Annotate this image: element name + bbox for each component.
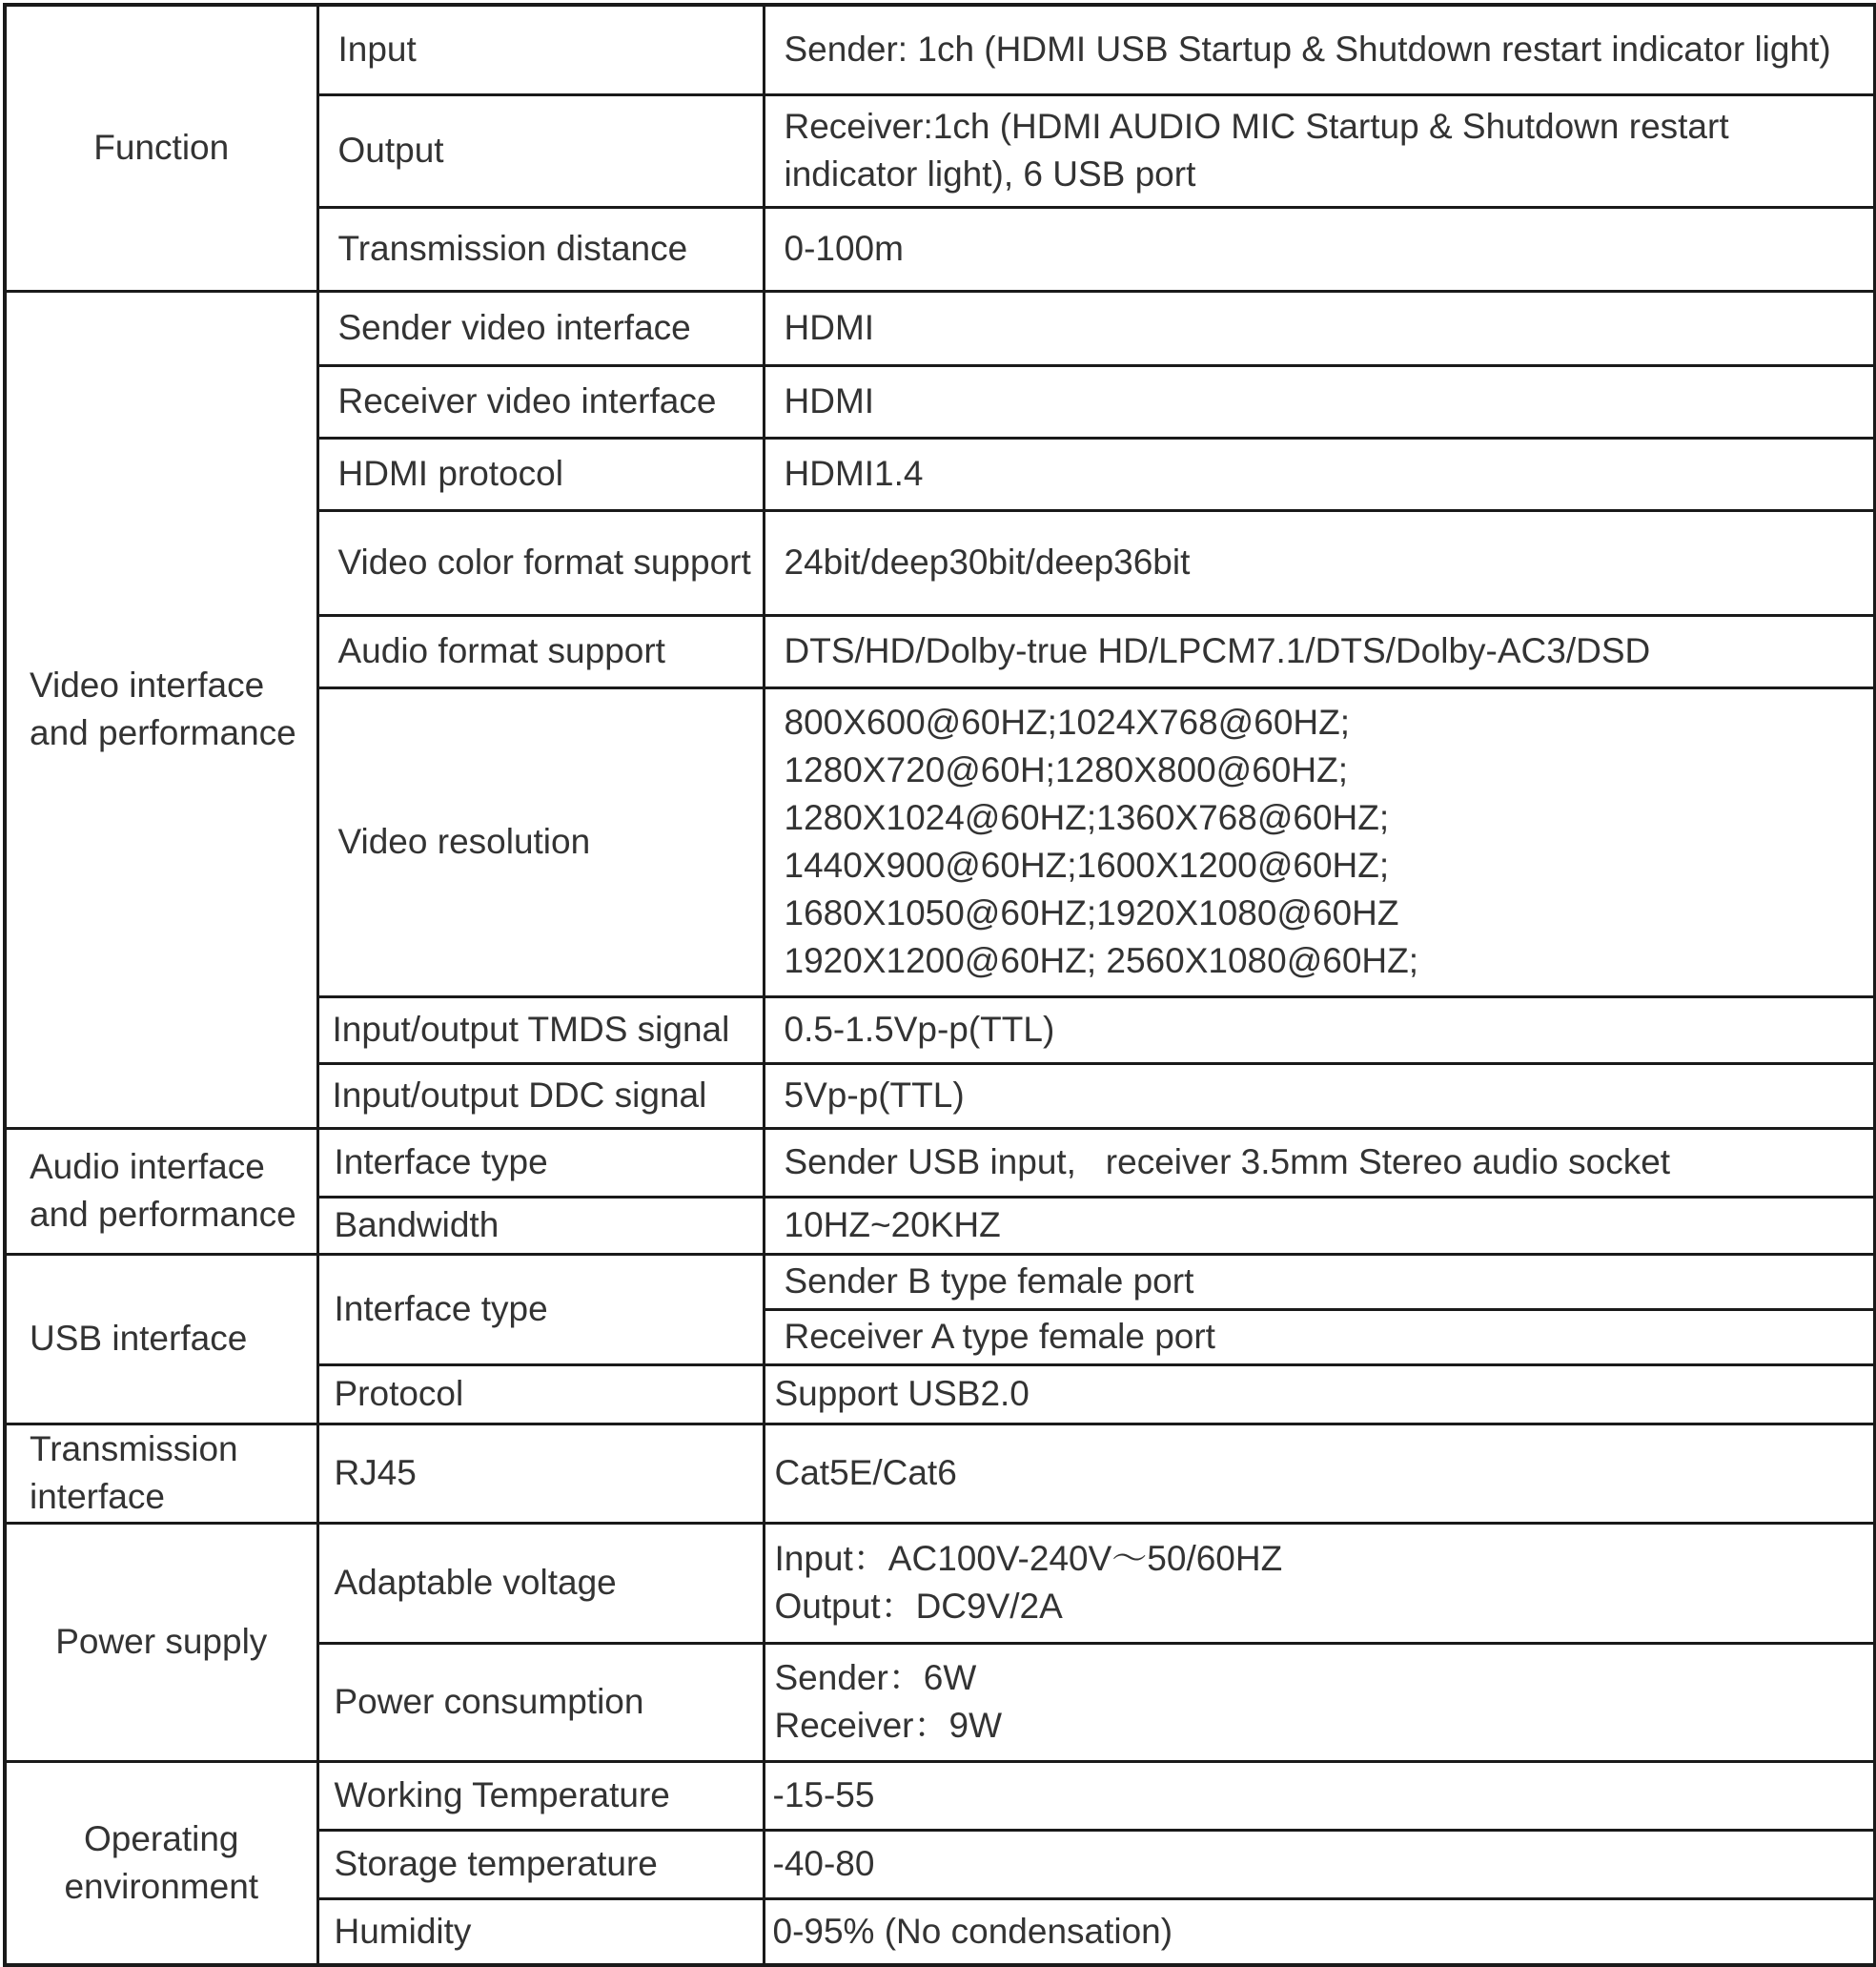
value-power-consumption	[764, 1643, 1875, 1761]
table-row	[5, 1761, 1875, 1830]
param-tmds-signal: Input/output TMDS signal	[317, 996, 764, 1063]
param-audio-format-support: Audio format support	[317, 615, 764, 687]
sender-power-line: Sender：6W	[774, 1658, 977, 1697]
param-rj45: RJ45	[317, 1424, 764, 1523]
value-usb-sender-port: Sender B type female port	[764, 1254, 1875, 1309]
spec-table	[3, 3, 1876, 1967]
param-video-resolution: Video resolution	[317, 687, 764, 996]
param-adaptable-voltage: Adaptable voltage	[317, 1523, 764, 1643]
param-power-consumption: Power consumption	[317, 1643, 764, 1761]
param-receiver-video-interface: Receiver video interface	[317, 365, 764, 438]
value-video-color-format: 24bit/deep30bit/deep36bit	[764, 510, 1875, 615]
value-input: Sender: 1ch (HDMI USB Startup & Shutdown restart indicator light)	[764, 5, 1875, 94]
category-video: Video interface and performance	[5, 291, 317, 1128]
param-hdmi-protocol: HDMI protocol	[317, 438, 764, 510]
resolution-line: 1920X1200@60HZ; 2560X1080@60HZ;	[784, 941, 1419, 980]
resolution-line: 800X600@60HZ;1024X768@60HZ;	[784, 703, 1350, 742]
value-usb-receiver-port: Receiver A type female port	[764, 1309, 1875, 1364]
param-humidity: Humidity	[317, 1898, 764, 1965]
value-rj45: Cat5E/Cat6	[764, 1424, 1875, 1523]
resolution-line: 1280X1024@60HZ;1360X768@60HZ;	[784, 798, 1390, 837]
param-video-color-format: Video color format support	[317, 510, 764, 615]
value-sender-video-interface: HDMI	[764, 291, 1875, 365]
table-row	[5, 5, 1875, 94]
param-output: Output	[317, 94, 764, 207]
value-tmds-signal: 0.5-1.5Vp-p(TTL)	[764, 996, 1875, 1063]
value-audio-interface-type: Sender USB input, receiver 3.5mm Stereo audio socket	[764, 1128, 1875, 1197]
param-working-temperature: Working Temperature	[317, 1761, 764, 1830]
resolution-line: 1280X720@60H;1280X800@60HZ;	[784, 750, 1348, 789]
param-sender-video-interface: Sender video interface	[317, 291, 764, 365]
value-ddc-signal: 5Vp-p(TTL)	[764, 1063, 1875, 1128]
param-input: Input	[317, 5, 764, 94]
category-audio: Audio interface and performance	[5, 1128, 317, 1254]
param-audio-interface-type: Interface type	[317, 1128, 764, 1197]
value-receiver-video-interface: HDMI	[764, 365, 1875, 438]
value-working-temperature: -15-55	[764, 1761, 1875, 1830]
voltage-output-line: Output：DC9V/2A	[774, 1587, 1063, 1626]
value-hdmi-protocol: HDMI1.4	[764, 438, 1875, 510]
param-usb-protocol: Protocol	[317, 1364, 764, 1424]
param-ddc-signal: Input/output DDC signal	[317, 1063, 764, 1128]
category-usb: USB interface	[5, 1254, 317, 1424]
value-bandwidth: 10HZ~20KHZ	[764, 1197, 1875, 1254]
category-power: Power supply	[5, 1523, 317, 1761]
receiver-power-line: Receiver：9W	[774, 1706, 1002, 1745]
param-bandwidth: Bandwidth	[317, 1197, 764, 1254]
resolution-line: 1440X900@60HZ;1600X1200@60HZ;	[784, 846, 1390, 885]
category-transmission: Transmission interface	[5, 1424, 317, 1523]
value-usb-protocol: Support USB2.0	[764, 1364, 1875, 1424]
value-adaptable-voltage	[764, 1523, 1875, 1643]
value-audio-format-support: DTS/HD/Dolby-true HD/LPCM7.1/DTS/Dolby-AC3/DSD	[764, 615, 1875, 687]
category-function: Function	[5, 5, 317, 291]
table-row	[5, 1128, 1875, 1197]
value-transmission-distance: 0-100m	[764, 207, 1875, 291]
param-usb-interface-type: Interface type	[317, 1254, 764, 1364]
category-environment: Operating environment	[5, 1761, 317, 1965]
table-row	[5, 1254, 1875, 1309]
value-video-resolution	[764, 687, 1875, 996]
value-humidity: 0-95% (No condensation)	[764, 1898, 1875, 1965]
voltage-input-line: Input：AC100V-240V～50/60HZ	[774, 1539, 1283, 1578]
table-row	[5, 291, 1875, 365]
resolution-line: 1680X1050@60HZ;1920X1080@60HZ	[784, 893, 1399, 932]
table-row	[5, 1523, 1875, 1643]
param-transmission-distance: Transmission distance	[317, 207, 764, 291]
value-output: Receiver:1ch (HDMI AUDIO MIC Startup & Shutdown restart indicator light), 6 USB port	[764, 94, 1875, 207]
table-row	[5, 1424, 1875, 1523]
value-storage-temperature: -40-80	[764, 1830, 1875, 1898]
param-storage-temperature: Storage temperature	[317, 1830, 764, 1898]
